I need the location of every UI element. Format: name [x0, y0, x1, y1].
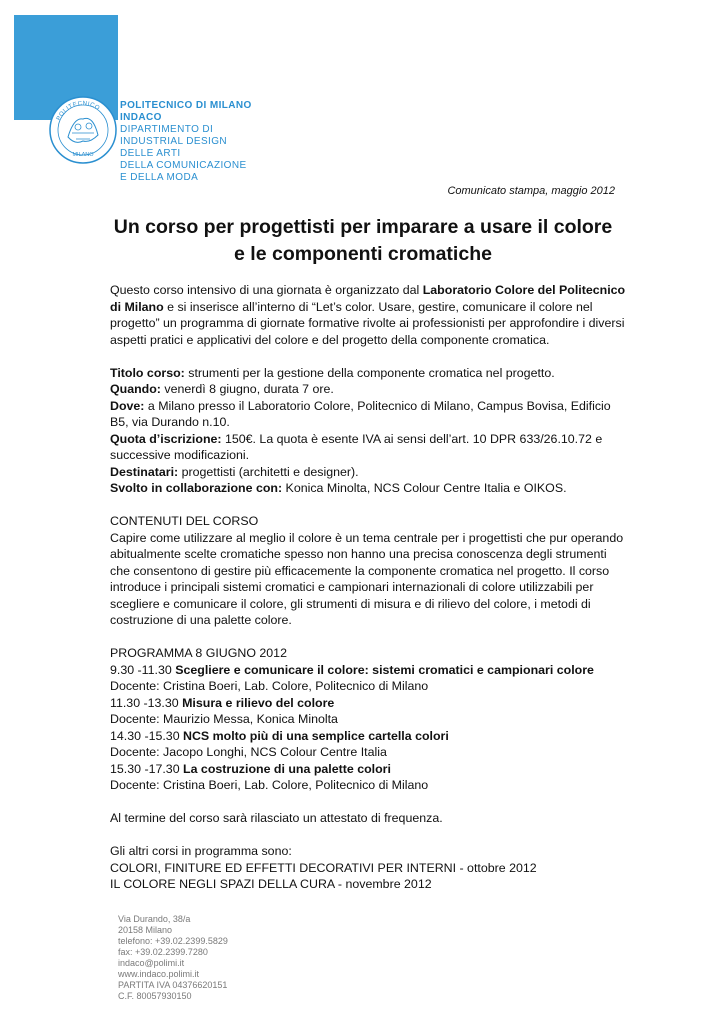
session-time: 14.30 -15.30: [110, 728, 184, 743]
other-course-item: IL COLORE NEGLI SPAZI DELLA CURA - novembre 2012: [110, 877, 432, 891]
session-time: 15.30 -17.30: [110, 761, 184, 776]
intro-text: Questo corso intensivo di una giornata è organizzato dal: [110, 283, 423, 297]
department-line: E DELLA MODA: [120, 172, 199, 183]
detail-value: venerdì 8 giugno, durata 7 ore.: [160, 382, 334, 396]
intro-text-rest: e si inserisce all’interno di “Let’s color. Usare, gestire, comunicare il colore nel progetto” un programma di giornate formative rivolte ai professionisti per approfondire i diversi aspetti pratici e applicativi del colore e del progetto della componente cromatica.: [110, 299, 625, 347]
contact-footer: [118, 914, 228, 1002]
session-teacher: Docente: Cristina Boeri, Lab. Colore, Politecnico di Milano: [110, 778, 429, 792]
detail-label: Svolto in collaborazione con:: [110, 481, 283, 495]
session-teacher: Docente: Maurizio Messa, Konica Minolta: [110, 712, 338, 726]
svg-text:POLITECNICO: POLITECNICO: [56, 100, 101, 122]
detail-value: a Milano presso il Laboratorio Colore, Politecnico di Milano, Campus Bovisa, Edificio B5, via Durando n.10.: [110, 398, 611, 429]
session-teacher: Docente: Cristina Boeri, Lab. Colore, Politecnico di Milano: [110, 679, 429, 693]
detail-label: Destinatari:: [110, 464, 179, 479]
institution-name: POLITECNICO DI MILANO: [120, 100, 252, 111]
intro-paragraph: [110, 282, 630, 348]
session-title: Scegliere e comunicare il colore: sistemi cromatici e campionari colore: [175, 662, 594, 677]
footer-website: www.indaco.polimi.it: [118, 969, 200, 979]
footer-fax: fax: +39.02.2399.7280: [118, 947, 208, 957]
session-line: [110, 695, 630, 712]
footer-city: 20158 Milano: [118, 925, 173, 935]
dateline: Comunicato stampa, maggio 2012: [447, 185, 615, 197]
department-line: DIPARTIMENTO DI: [120, 124, 214, 135]
detail-when: [110, 381, 630, 398]
detail-value: 150€. La quota è esente IVA ai sensi dell’art. 10 DPR 633/26.10.72 e successive modificazioni.: [110, 431, 603, 462]
detail-audience: [110, 464, 630, 481]
contents-heading: CONTENUTI DEL CORSO: [110, 514, 259, 528]
session-line: [110, 662, 630, 679]
footer-phone: telefono: +39.02.2399.5829: [118, 936, 228, 946]
detail-label: Quando:: [110, 382, 161, 396]
politecnico-seal-logo: [48, 95, 118, 165]
other-courses-intro: Gli altri corsi in programma sono:: [110, 844, 292, 858]
detail-value: progettisti (architetti e designer).: [178, 464, 359, 479]
certificate-note: Al termine del corso sarà rilasciato un attestato di frequenza.: [110, 811, 443, 825]
session-title: NCS molto più di una semplice cartella colori: [183, 728, 449, 743]
detail-label: Dove:: [110, 398, 145, 413]
intro-bold-lab: Laboratorio Colore del Politecnico di Milano: [110, 283, 626, 314]
footer-address: Via Durando, 38/a: [118, 914, 191, 924]
detail-where: [110, 398, 630, 431]
department-line: DELLE ARTI: [120, 148, 181, 159]
session-line: [110, 728, 630, 745]
session-time: 9.30 -11.30: [110, 662, 176, 677]
detail-value: Konica Minolta, NCS Colour Centre Italia e OIKOS.: [282, 481, 567, 495]
unit-name: INDACO: [120, 112, 162, 123]
department-line: DELLA COMUNICAZIONE: [120, 160, 247, 171]
detail-label: Quota d’iscrizione:: [110, 431, 222, 446]
page-title: Un corso per progettisti per imparare a usare il colore e le componenti cromatiche: [113, 216, 613, 265]
session-time: 11.30 -13.30: [110, 695, 183, 710]
session-teacher: Docente: Jacopo Longhi, NCS Colour Centre Italia: [110, 745, 387, 759]
department-header: [120, 100, 252, 184]
department-line: INDUSTRIAL DESIGN: [120, 136, 228, 147]
svg-text:MILANO: MILANO: [72, 152, 94, 158]
session-line: [110, 761, 630, 778]
detail-title: [110, 365, 630, 382]
session-title: La costruzione di una palette colori: [183, 761, 391, 776]
footer-email: indaco@polimi.it: [118, 958, 185, 968]
footer-vat: PARTITA IVA 04376620151: [118, 980, 228, 990]
detail-value: strumenti per la gestione della componente cromatica nel progetto.: [184, 365, 555, 380]
contents-paragraph: Capire come utilizzare al meglio il colore è un tema centrale per i progettisti che pur operando abitualmente scelte cromatiche spesso non hanno una precisa conoscenza degli strumenti che consentono di gestire più efficacemente la componente cromatica nel progetto. Il corso introduce i principali sistemi cromatici e campionari internazionali di colore utilizzabili per scegliere e comunicare il colore, gli strumenti di misura e di rilievo del colore, i metodi di costruzione di una palette colore.: [110, 530, 624, 627]
document-body: [110, 282, 630, 893]
other-course-item: COLORI, FINITURE ED EFFETTI DECORATIVI PER INTERNI - ottobre 2012: [110, 860, 537, 875]
detail-partners: [110, 480, 630, 497]
session-title: Misura e rilievo del colore: [182, 695, 335, 710]
detail-label: Titolo corso:: [110, 365, 185, 380]
footer-tax-code: C.F. 80057930150: [118, 991, 192, 1001]
program-heading: PROGRAMMA 8 GIUGNO 2012: [110, 646, 287, 660]
detail-fee: [110, 431, 630, 464]
